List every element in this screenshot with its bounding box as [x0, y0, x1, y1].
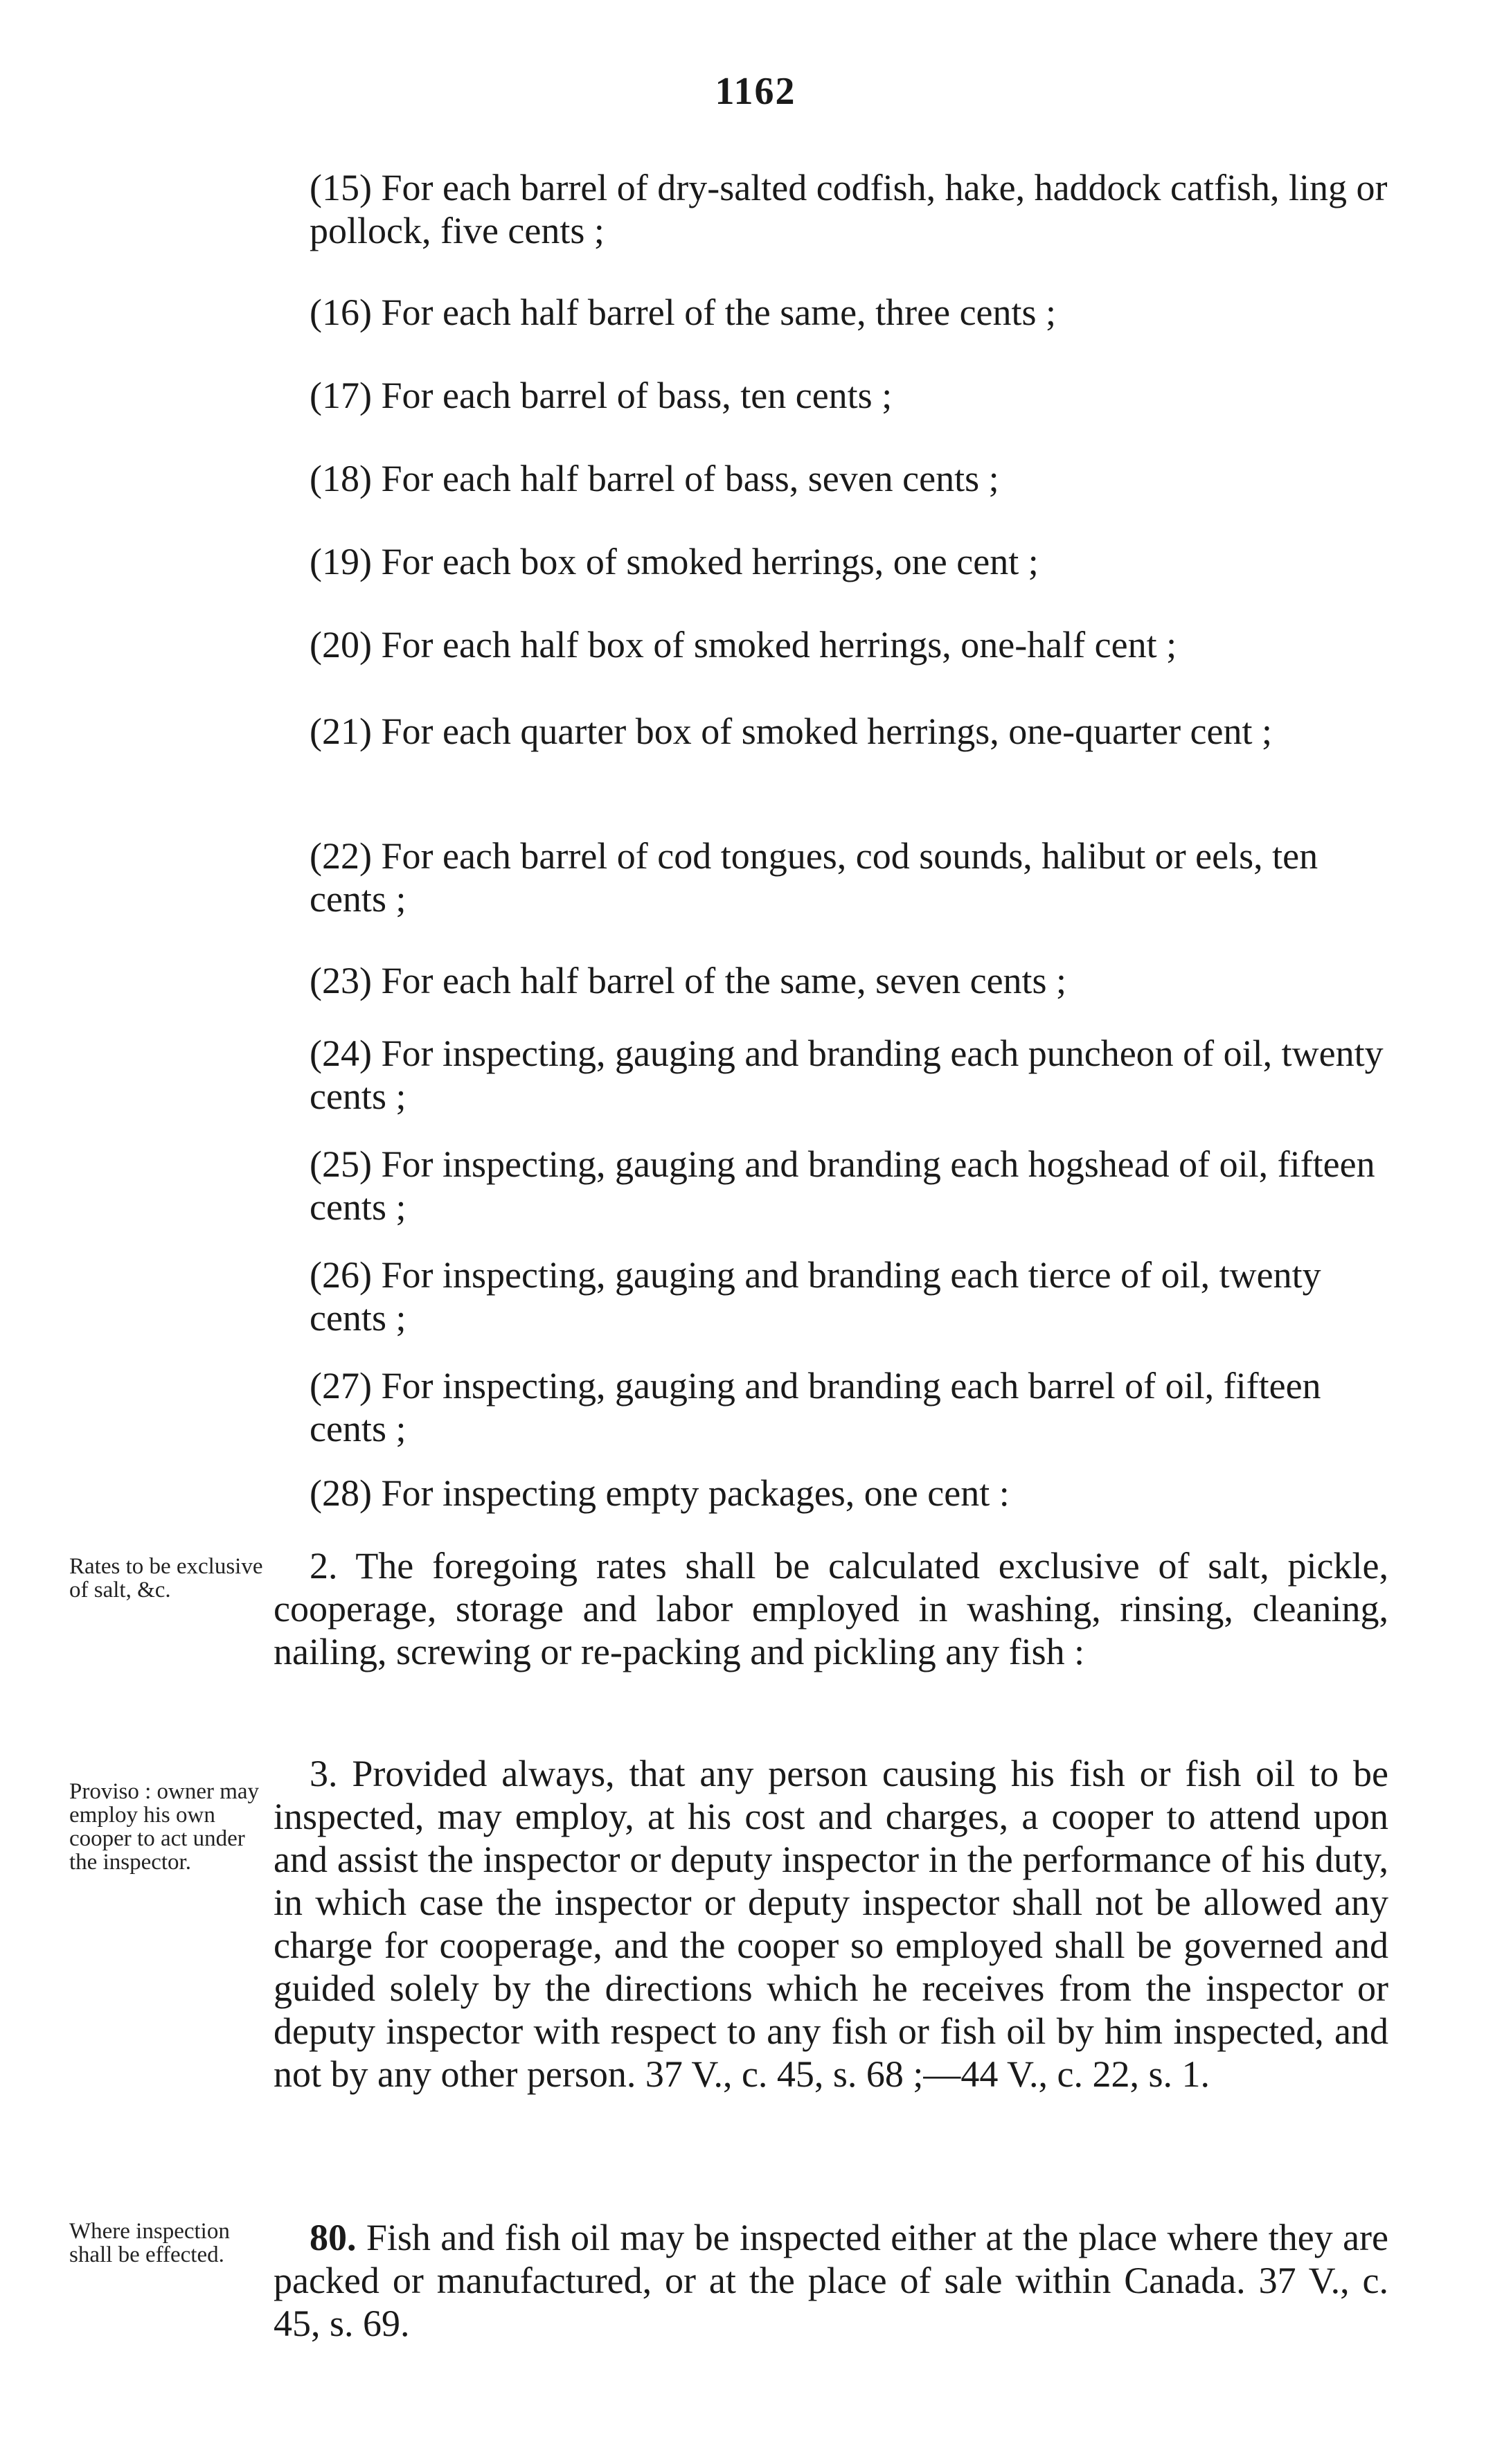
item-21 [274, 710, 1388, 753]
item-28-text: (28) For inspecting empty packages, one cent : [310, 1472, 1010, 1514]
section-80-number: 80. [310, 2217, 357, 2258]
item-21-text: (21) For each quarter box of smoked herrings, one-quarter cent ; [310, 711, 1272, 752]
item-25-text: (25) For inspecting, gauging and branding each hogshead of oil, fifteen cents ; [310, 1143, 1375, 1228]
item-26-text: (26) For inspecting, gauging and branding each tierce of oil, twenty cents ; [310, 1254, 1321, 1339]
subsection-2-text: 2. The foregoing rates shall be calculated exclusive of salt, pickle, cooperage, storage and labor employed in washing, rinsing, cleaning, nailing, screwing or re-packing and pickling any fish : [274, 1545, 1388, 1672]
item-26 [274, 1253, 1388, 1339]
subsection-3-text: 3. Provided always, that any person causing his fish or fish oil to be inspected, may employ, at his cost and charges, a cooper to attend upon and assist the inspector or deputy inspector in the performance of his duty, in which case the inspector or deputy inspector shall not be allowed any charge for cooperage, and the cooper so employed shall be governed and guided solely by the directions which he receives from the inspector or deputy inspector with respect to any fish or fish oil by him inspected, and not by any other person. 37 V., c. 45, s. 68 ;—44 V., c. 22, s. 1. [274, 1753, 1388, 2095]
item-20 [274, 623, 1388, 666]
item-15-text: (15) For each barrel of dry-salted codfish, hake, haddock catfish, ling or pollock, five cents ; [310, 167, 1388, 251]
margin-note-where-inspection: Where inspection shall be effected. [69, 2219, 230, 2267]
item-19-text: (19) For each box of smoked herrings, one cent ; [310, 541, 1039, 582]
item-22 [274, 834, 1388, 920]
margin-note-proviso: Proviso : owner may employ his own cooper to act under the inspector. [69, 1779, 260, 1875]
item-23-text: (23) For each half barrel of the same, seven cents ; [310, 960, 1067, 1001]
item-18 [274, 457, 1388, 500]
page-number: 1162 [715, 70, 796, 113]
item-27 [274, 1364, 1388, 1450]
item-27-text: (27) For inspecting, gauging and branding each barrel of oil, fifteen cents ; [310, 1365, 1321, 1449]
item-16-text: (16) For each half barrel of the same, three cents ; [310, 292, 1057, 333]
item-24-text: (24) For inspecting, gauging and branding each puncheon of oil, twenty cents ; [310, 1033, 1384, 1117]
item-15 [274, 166, 1388, 252]
item-16 [274, 291, 1388, 334]
subsection-2 [274, 1544, 1388, 1673]
item-17-text: (17) For each barrel of bass, ten cents ; [310, 375, 893, 416]
item-18-text: (18) For each half barrel of bass, seven cents ; [310, 458, 999, 499]
section-80 [274, 2216, 1388, 2345]
section-80-text: Fish and fish oil may be inspected either at the place where they are packed or manufactured, or at the place of sale within Canada. 37 V., c. 45, s. 69. [274, 2217, 1388, 2344]
subsection-3 [274, 1752, 1388, 2096]
item-19 [274, 540, 1388, 583]
item-22-text: (22) For each barrel of cod tongues, cod sounds, halibut or eels, ten cents ; [310, 835, 1318, 920]
item-28 [274, 1472, 1388, 1515]
item-25 [274, 1143, 1388, 1229]
item-24 [274, 1032, 1388, 1118]
item-20-text: (20) For each half box of smoked herrings, one-half cent ; [310, 624, 1177, 666]
item-23 [274, 959, 1388, 1002]
margin-note-rates: Rates to be exclusive of salt, &c. [69, 1554, 263, 1603]
item-17 [274, 374, 1388, 417]
